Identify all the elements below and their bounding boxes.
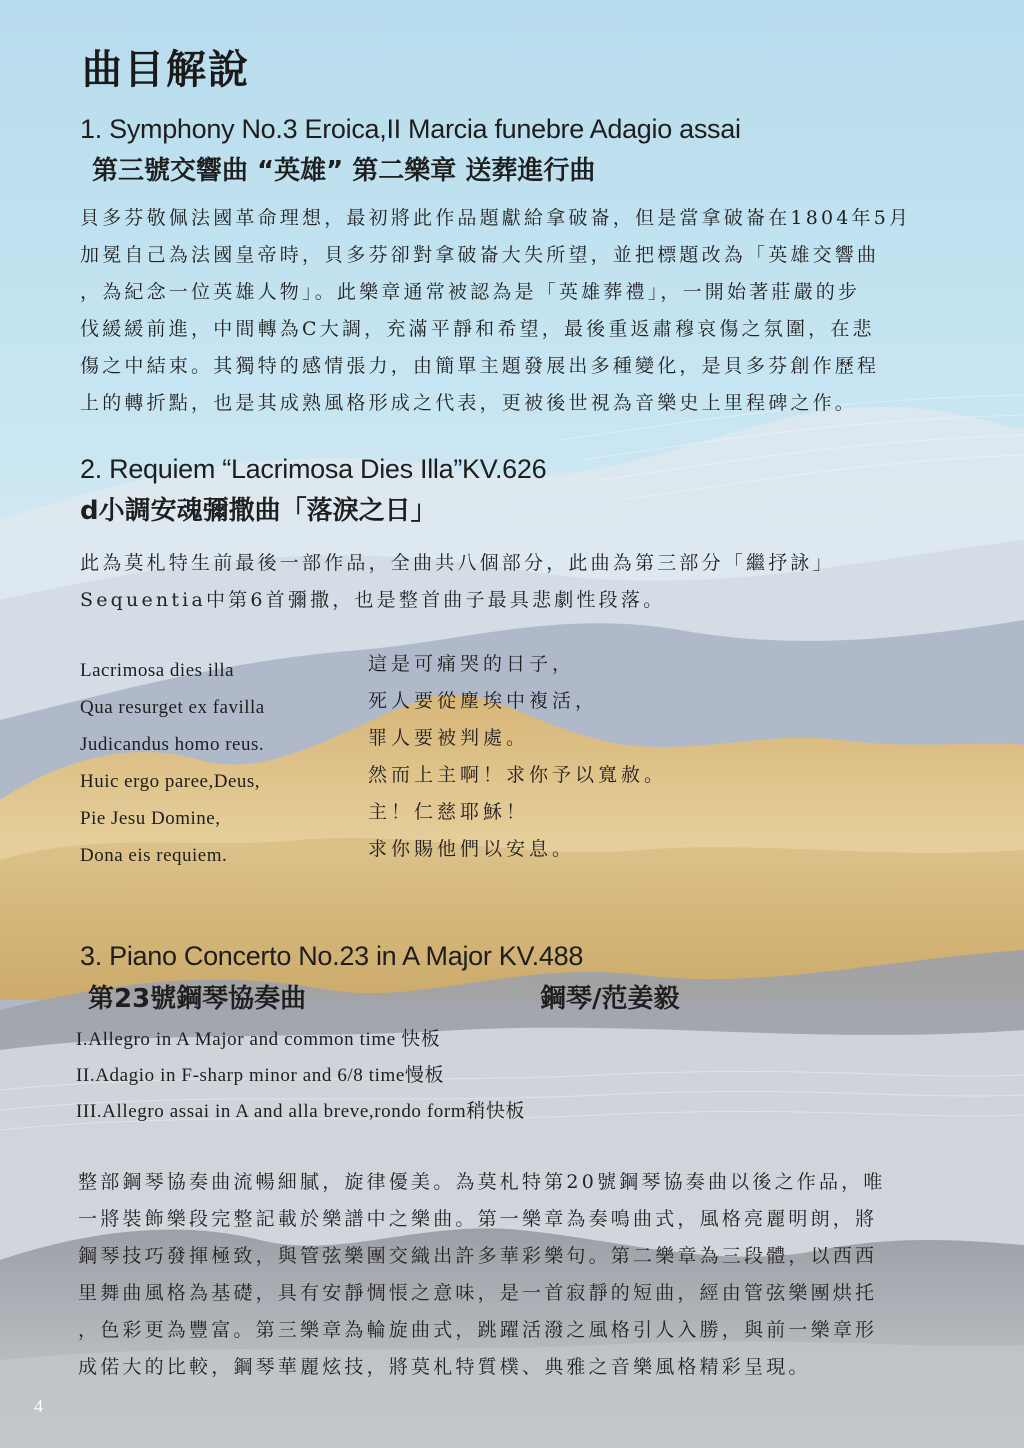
section1-title-zh: 第三號交響曲 “英雄” 第二樂章 送葬進行曲	[92, 156, 596, 186]
paragraph-line: 一將裝飾樂段完整記載於樂譜中之樂曲。第一樂章為奏鳴曲式，風格亮麗明朗，將	[78, 1208, 878, 1230]
lyric-latin-line: Dona eis requiem.	[80, 845, 228, 866]
lyric-zh-line: 罪人要被判處。	[368, 727, 530, 749]
paragraph-line: Sequentia中第6首彌撒，也是整首曲子最具悲劇性段落。	[80, 589, 666, 611]
section3-paragraph	[78, 1164, 886, 1386]
paragraph-line: 上的轉折點，也是其成熟風格形成之代表，更被後世視為音樂史上里程碑之作。	[80, 392, 858, 414]
section2-paragraph	[80, 545, 835, 619]
movement-list	[76, 1022, 525, 1130]
paragraph-line: 鋼琴技巧發揮極致，與管弦樂團交織出許多華彩樂句。第二樂章為三段體，以西西	[78, 1245, 878, 1267]
lyric-zh-line: 這是可痛哭的日子，	[368, 653, 576, 675]
paragraph-line: 貝多芬敬佩法國革命理想，最初將此作品題獻給拿破崙，但是當拿破崙在1804年5月	[80, 207, 912, 229]
section1-paragraph	[80, 200, 911, 422]
section3-title-en: 3. Piano Concerto No.23 in A Major KV.488	[80, 941, 584, 971]
paragraph-line: 伐緩緩前進，中間轉為C大調，充滿平靜和希望，最後重返肅穆哀傷之氛圍，在悲	[80, 318, 875, 340]
paragraph-line: 整部鋼琴協奏曲流暢細膩，旋律優美。為莫札特第20號鋼琴協奏曲以後之作品，唯	[78, 1171, 886, 1193]
paragraph-line: ，為紀念一位英雄人物」。此樂章通常被認為是「英雄葬禮」，一開始著莊嚴的步	[80, 281, 861, 303]
lyric-zh-line: 主！仁慈耶穌！	[368, 801, 530, 823]
lyrics-latin	[80, 652, 265, 874]
movement-item: I.Allegro in A Major and common time 快板	[76, 1029, 441, 1050]
page-heading: 曲目解說	[82, 47, 250, 93]
section1-title-en: 1. Symphony No.3 Eroica,II Marcia funebre Adagio assai	[80, 114, 741, 144]
paragraph-line: 里舞曲風格為基礎，具有安靜惆悵之意味，是一首寂靜的短曲，經由管弦樂團烘托	[78, 1282, 878, 1304]
lyric-zh-line: 死人要從塵埃中複活，	[368, 690, 599, 712]
paragraph-line: 加冕自己為法國皇帝時，貝多芬卻對拿破崙大失所望，並把標題改為「英雄交響曲	[80, 244, 880, 266]
page-number: 4	[34, 1396, 43, 1416]
section2-title-zh: d小調安魂彌撒曲「落淚之日」	[80, 496, 437, 526]
lyric-latin-line: Judicandus homo reus.	[80, 734, 265, 755]
movement-item: III.Allegro assai in A and alla breve,rondo form稍快板	[76, 1101, 526, 1122]
movement-item: II.Adagio in F-sharp minor and 6/8 time慢板	[76, 1065, 445, 1086]
paragraph-line: ，色彩更為豐富。第三樂章為輪旋曲式，跳躍活潑之風格引人入勝，與前一樂章形	[78, 1319, 878, 1341]
lyric-zh-line: 然而上主啊！求你予以寬赦。	[368, 764, 668, 786]
lyric-latin-line: Pie Jesu Domine,	[80, 808, 221, 829]
lyric-latin-line: Qua resurget ex favilla	[80, 697, 265, 718]
section3-title-zh: 第23號鋼琴協奏曲	[88, 984, 307, 1014]
paragraph-line: 成偌大的比較，鋼琴華麗炫技，將莫札特質樸、典雅之音樂風格精彩呈現。	[78, 1356, 811, 1378]
lyric-zh-line: 求你賜他們以安息。	[368, 838, 576, 860]
lyric-latin-line: Huic ergo paree,Deus,	[80, 771, 261, 792]
paragraph-line: 此為莫札特生前最後一部作品，全曲共八個部分，此曲為第三部分「繼抒詠」	[80, 552, 835, 574]
section3-performer: 鋼琴/范姜毅	[540, 984, 680, 1014]
paragraph-line: 傷之中結束。其獨特的感情張力，由簡單主題發展出多種變化，是貝多芬創作歷程	[80, 355, 880, 377]
lyric-latin-line: Lacrimosa dies illa	[80, 660, 235, 681]
lyrics-zh	[368, 646, 667, 868]
section2-title-en: 2. Requiem “Lacrimosa Dies Illa”KV.626	[80, 454, 547, 484]
